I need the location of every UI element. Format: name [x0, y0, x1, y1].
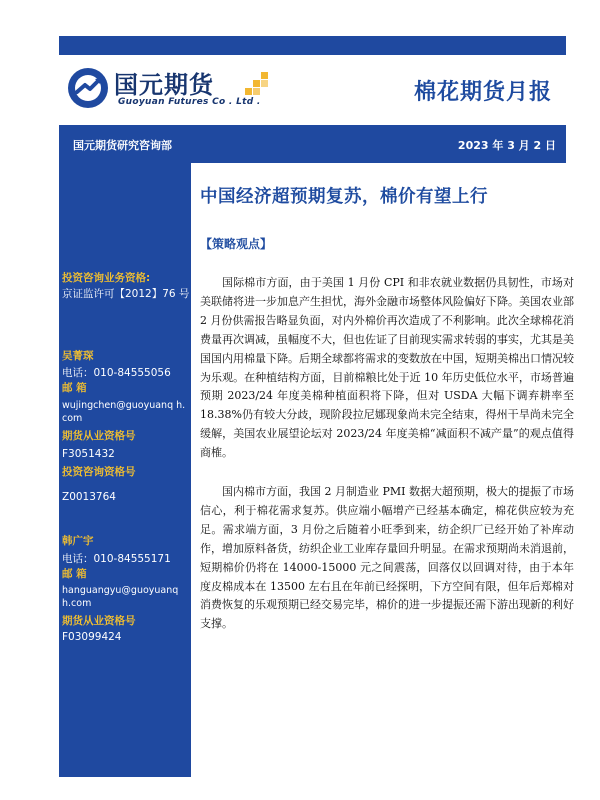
futures-qualification-heading: 期货从业资格号 — [62, 615, 136, 627]
section-title: 【策略观点】 — [200, 237, 273, 251]
report-date: 2023 年 3 月 2 日 — [457, 139, 556, 152]
info-bar — [59, 125, 566, 163]
analyst-email[interactable]: wujingchen@guoyuanq h.com — [62, 400, 186, 424]
analyst-sidebar — [59, 163, 191, 777]
body-paragraph: 国际棉市方面，由于美国 1 月份 CPI 和非农就业数据仍具韧性，市场对美联储将进一步加息产生担忧，海外金融市场整体风险偏好下降。美国农业部 2 月份供需报告略显负面，对内外棉价再次造成了不利影响。此次全球棉花消费量再次调减，虽幅度不大，但也佐证了目前现实需求转弱的事实，尤其是美国国内用棉量下降。后期全球都将需求的变数放在中国，短期美棉出口情况较为乐观。在种植结构方面，目前棉粮比处于近 10 年历史低位水平，市场普遍预期 2023/24 年度美棉种植面积将下降，但对 USDA 大幅下调弃耕率至 18.38%仍有较大分歧，现阶段拉尼娜现象尚未完全结束，得州干旱尚未完全缓解，美国农业展望论坛对 2023/24 年度美棉“减面积不减产量”的观点值得商榷。 — [200, 276, 574, 460]
consult-qualification-heading: 投资咨询资格号 — [62, 466, 136, 478]
company-name-en: Guoyuan Futures Co . Ltd . — [118, 97, 261, 107]
futures-qualification-heading: 期货从业资格号 — [62, 430, 136, 442]
analyst-name: 吴菁琛 — [62, 350, 94, 362]
top-accent-bar — [59, 36, 566, 55]
analyst-phone: 电话：010-84555056 — [62, 367, 171, 379]
company-name-cn: 国元期货 — [114, 71, 214, 99]
report-title: 棉花期货月报 — [413, 80, 552, 105]
qualification-value: 京证监许可【2012】76 号 — [62, 288, 190, 300]
body-paragraph: 国内棉市方面，我国 2 月制造业 PMI 数据大超预期，极大的提振了市场信心，利于棉花需求复苏。供应端小幅增产已经基本确定，棉花供应较为充足。需求端方面，3 月份之后随着小旺季到来，纺企织厂已经开始了补库动作，增加原料备货，纺织企业工业库存量回升明显。在需求预期尚未消退前，短期棉价仍将在 14000-15000 元之间震荡，回落仅以回调对待，由于本年度皮棉成本在 13500 左右且在年前已经探明，下方空间有限，但年后郑棉对消费恢复的乐观预期已经交易完毕，棉价的进一步提振还需下游出现新的利好支撑。 — [200, 485, 574, 631]
email-heading: 邮 箱 — [62, 382, 87, 394]
report-header — [59, 55, 566, 125]
analyst-email[interactable]: hanguangyu@guoyuanq h.com — [62, 585, 179, 609]
email-heading: 邮 箱 — [62, 568, 87, 580]
department-label: 国元期货研究咨询部 — [73, 139, 172, 152]
guoyuan-logo-icon — [67, 67, 109, 109]
analyst-name: 韩广宇 — [62, 535, 94, 547]
consult-qualification-number: Z0013764 — [62, 491, 116, 503]
futures-qualification-number: F3051432 — [62, 448, 115, 460]
futures-qualification-number: F03099424 — [62, 631, 122, 643]
analyst-phone: 电话：010-84555171 — [62, 553, 171, 565]
headline: 中国经济超预期复苏，棉价有望上行 — [200, 187, 488, 207]
decorative-squares-icon — [245, 72, 269, 96]
qualification-heading: 投资咨询业务资格: — [62, 272, 151, 284]
